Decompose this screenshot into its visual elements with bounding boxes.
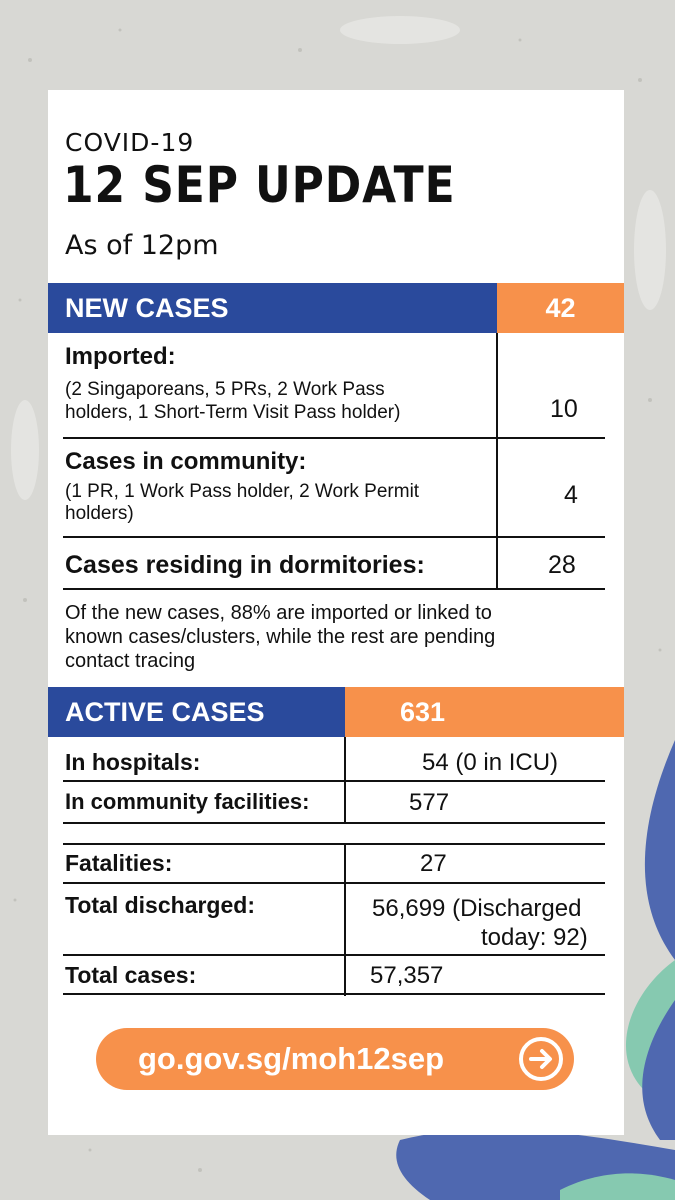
total-cases-value: 57,357 <box>370 962 444 989</box>
new-cases-total: 42 <box>545 292 576 323</box>
imported-detail: holders, 1 Short-Term Visit Pass holder) <box>65 402 401 423</box>
hospitals-label: In hospitals: <box>65 749 201 775</box>
fatalities-label: Fatalities: <box>65 850 173 876</box>
row-divider <box>63 588 605 590</box>
hospitals-value: 54 (0 in ICU) <box>422 749 559 776</box>
imported-value: 10 <box>550 395 578 423</box>
row-divider <box>63 843 605 845</box>
dorm-value: 28 <box>548 551 576 579</box>
community-detail: holders) <box>65 503 134 524</box>
imported-label: Imported: <box>65 343 176 370</box>
discharged-value: 56,699 (Discharged <box>372 895 582 922</box>
update-card <box>48 90 624 1135</box>
active-cases-total-cell <box>345 687 624 737</box>
row-divider <box>63 536 605 538</box>
fatalities-value: 27 <box>420 850 447 877</box>
community-label: Cases in community: <box>65 448 307 475</box>
dorm-label: Cases residing in dormitories: <box>65 551 425 579</box>
row-divider <box>63 780 605 782</box>
active-cases-header <box>48 687 345 737</box>
note-text: Of the new cases, 88% are imported or linked to <box>65 602 492 624</box>
active-cases-label: ACTIVE CASES <box>65 696 265 727</box>
row-divider <box>63 993 605 995</box>
summary-divider <box>344 843 346 996</box>
arrow-circle-right-icon[interactable] <box>518 1036 564 1082</box>
note-text: known cases/clusters, while the rest are pending <box>65 626 496 648</box>
community-facilities-label: In community facilities: <box>65 789 310 814</box>
total-cases-label: Total cases: <box>65 962 197 988</box>
moh-link-button[interactable] <box>96 1028 574 1090</box>
community-detail: (1 PR, 1 Work Pass holder, 2 Work Permit <box>65 481 420 502</box>
row-divider <box>63 437 605 439</box>
community-value: 4 <box>564 481 578 509</box>
kicker-text: COVID-19 <box>65 128 195 157</box>
new-cases-divider <box>496 333 498 589</box>
community-facilities-value: 577 <box>409 789 450 816</box>
new-cases-header <box>48 283 497 333</box>
row-divider <box>63 822 605 824</box>
active-cases-total: 631 <box>400 696 446 727</box>
new-cases-total-cell <box>497 283 624 333</box>
moh-link-label[interactable]: go.gov.sg/moh12sep <box>138 1041 445 1076</box>
row-divider <box>63 954 605 956</box>
discharged-today-value: today: 92) <box>481 924 588 951</box>
discharged-label: Total discharged: <box>65 892 255 918</box>
as-of-text: As of 12pm <box>65 230 219 261</box>
note-text: contact tracing <box>65 650 196 672</box>
new-cases-label: NEW CASES <box>65 292 229 323</box>
row-divider <box>63 882 605 884</box>
imported-detail: (2 Singaporeans, 5 PRs, 2 Work Pass <box>65 379 385 400</box>
page-title: 12 SEP UPDATE <box>63 156 456 214</box>
